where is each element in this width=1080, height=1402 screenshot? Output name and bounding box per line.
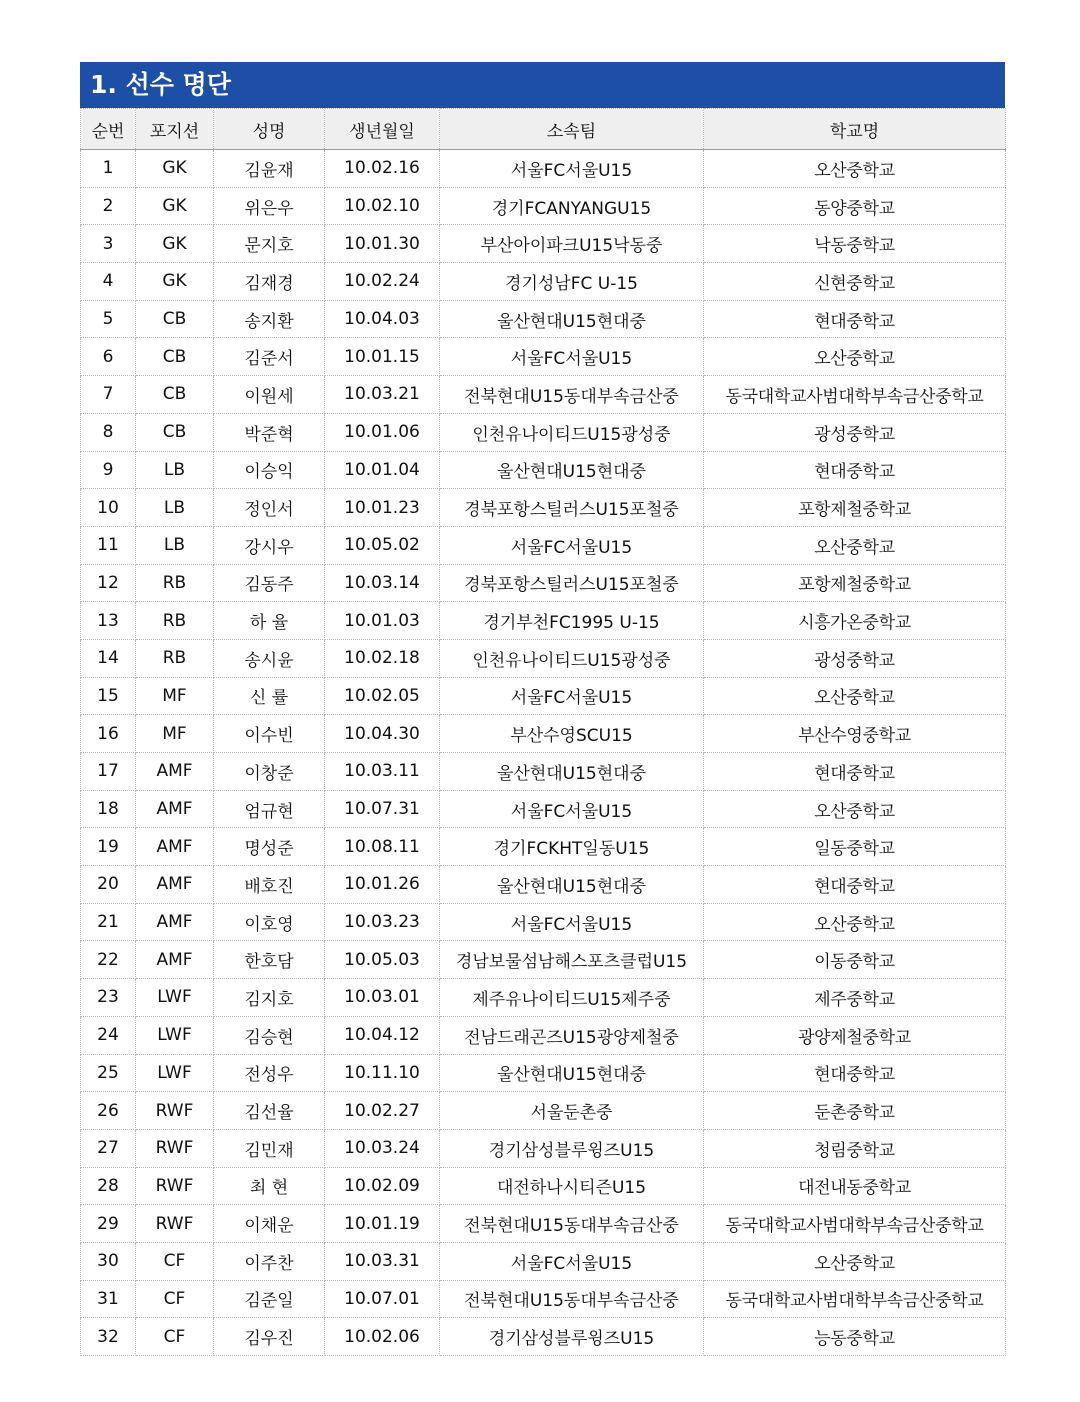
cell-team: 대전하나시티즌U15 bbox=[440, 1167, 704, 1205]
cell-school: 광양제철중학교 bbox=[704, 1016, 1006, 1054]
cell-team: 경기삼성블루윙즈U15 bbox=[440, 1129, 704, 1167]
cell-team: 울산현대U15현대중 bbox=[440, 753, 704, 791]
section-title: 1. 선수 명단 bbox=[80, 62, 1005, 108]
cell-name: 하 율 bbox=[214, 602, 325, 640]
cell-name: 김윤재 bbox=[214, 150, 325, 188]
cell-position: GK bbox=[136, 225, 214, 263]
cell-team: 서울FC서울U15 bbox=[440, 150, 704, 188]
cell-school: 광성중학교 bbox=[704, 413, 1006, 451]
cell-position: RWF bbox=[136, 1205, 214, 1243]
cell-birthdate: 10.01.19 bbox=[325, 1205, 440, 1243]
header-team: 소속팀 bbox=[440, 109, 704, 150]
table-row bbox=[81, 1167, 1006, 1205]
cell-number: 7 bbox=[81, 376, 136, 414]
cell-position: LWF bbox=[136, 979, 214, 1017]
cell-school: 능동중학교 bbox=[704, 1318, 1006, 1356]
cell-position: LWF bbox=[136, 1016, 214, 1054]
cell-birthdate: 10.02.09 bbox=[325, 1167, 440, 1205]
table-row bbox=[81, 790, 1006, 828]
cell-school: 청림중학교 bbox=[704, 1129, 1006, 1167]
cell-team: 전남드래곤즈U15광양제철중 bbox=[440, 1016, 704, 1054]
table-row bbox=[81, 413, 1006, 451]
cell-birthdate: 10.03.01 bbox=[325, 979, 440, 1017]
cell-number: 12 bbox=[81, 564, 136, 602]
cell-name: 김지호 bbox=[214, 979, 325, 1017]
table-row bbox=[81, 1129, 1006, 1167]
cell-number: 9 bbox=[81, 451, 136, 489]
cell-name: 위은우 bbox=[214, 187, 325, 225]
cell-name: 정인서 bbox=[214, 489, 325, 527]
cell-position: LB bbox=[136, 451, 214, 489]
table-row bbox=[81, 1054, 1006, 1092]
cell-number: 22 bbox=[81, 941, 136, 979]
cell-team: 서울둔촌중 bbox=[440, 1092, 704, 1130]
cell-name: 송시윤 bbox=[214, 639, 325, 677]
cell-school: 현대중학교 bbox=[704, 753, 1006, 791]
cell-name: 이수빈 bbox=[214, 715, 325, 753]
cell-school: 오산중학교 bbox=[704, 903, 1006, 941]
cell-birthdate: 10.01.06 bbox=[325, 413, 440, 451]
cell-school: 동국대학교사범대학부속금산중학교 bbox=[704, 1205, 1006, 1243]
cell-number: 31 bbox=[81, 1280, 136, 1318]
table-row bbox=[81, 715, 1006, 753]
header-number: 순번 bbox=[81, 109, 136, 150]
cell-team: 울산현대U15현대중 bbox=[440, 1054, 704, 1092]
cell-position: RB bbox=[136, 639, 214, 677]
cell-position: CF bbox=[136, 1242, 214, 1280]
cell-team: 인천유나이티드U15광성중 bbox=[440, 639, 704, 677]
cell-birthdate: 10.02.27 bbox=[325, 1092, 440, 1130]
cell-name: 문지호 bbox=[214, 225, 325, 263]
cell-birthdate: 10.07.01 bbox=[325, 1280, 440, 1318]
cell-school: 둔촌중학교 bbox=[704, 1092, 1006, 1130]
cell-name: 신 률 bbox=[214, 677, 325, 715]
cell-team: 서울FC서울U15 bbox=[440, 790, 704, 828]
cell-team: 전북현대U15동대부속금산중 bbox=[440, 1280, 704, 1318]
cell-birthdate: 10.03.11 bbox=[325, 753, 440, 791]
cell-name: 엄규현 bbox=[214, 790, 325, 828]
player-roster-table bbox=[80, 108, 1006, 1356]
cell-name: 김우진 bbox=[214, 1318, 325, 1356]
header-position: 포지션 bbox=[136, 109, 214, 150]
cell-name: 김선율 bbox=[214, 1092, 325, 1130]
cell-birthdate: 10.04.30 bbox=[325, 715, 440, 753]
cell-position: LB bbox=[136, 526, 214, 564]
cell-school: 이동중학교 bbox=[704, 941, 1006, 979]
cell-birthdate: 10.07.31 bbox=[325, 790, 440, 828]
cell-school: 오산중학교 bbox=[704, 150, 1006, 188]
cell-position: CB bbox=[136, 300, 214, 338]
cell-number: 20 bbox=[81, 866, 136, 904]
cell-birthdate: 10.02.24 bbox=[325, 263, 440, 301]
cell-position: AMF bbox=[136, 790, 214, 828]
cell-number: 8 bbox=[81, 413, 136, 451]
cell-birthdate: 10.03.31 bbox=[325, 1242, 440, 1280]
cell-team: 경기삼성블루윙즈U15 bbox=[440, 1318, 704, 1356]
cell-name: 최 현 bbox=[214, 1167, 325, 1205]
cell-birthdate: 10.04.12 bbox=[325, 1016, 440, 1054]
cell-school: 부산수영중학교 bbox=[704, 715, 1006, 753]
cell-school: 동국대학교사범대학부속금산중학교 bbox=[704, 1280, 1006, 1318]
cell-school: 오산중학교 bbox=[704, 1242, 1006, 1280]
cell-birthdate: 10.01.15 bbox=[325, 338, 440, 376]
cell-name: 김준서 bbox=[214, 338, 325, 376]
cell-birthdate: 10.01.23 bbox=[325, 489, 440, 527]
table-row bbox=[81, 489, 1006, 527]
table-row bbox=[81, 376, 1006, 414]
cell-team: 전북현대U15동대부속금산중 bbox=[440, 376, 704, 414]
cell-position: LWF bbox=[136, 1054, 214, 1092]
cell-birthdate: 10.05.02 bbox=[325, 526, 440, 564]
cell-number: 10 bbox=[81, 489, 136, 527]
table-row bbox=[81, 979, 1006, 1017]
cell-number: 17 bbox=[81, 753, 136, 791]
table-row bbox=[81, 677, 1006, 715]
cell-number: 32 bbox=[81, 1318, 136, 1356]
cell-school: 신현중학교 bbox=[704, 263, 1006, 301]
cell-team: 부산아이파크U15낙동중 bbox=[440, 225, 704, 263]
cell-birthdate: 10.03.24 bbox=[325, 1129, 440, 1167]
cell-name: 김민재 bbox=[214, 1129, 325, 1167]
table-row bbox=[81, 564, 1006, 602]
cell-team: 서울FC서울U15 bbox=[440, 903, 704, 941]
table-header-row bbox=[81, 109, 1006, 150]
cell-name: 이채운 bbox=[214, 1205, 325, 1243]
cell-number: 1 bbox=[81, 150, 136, 188]
cell-position: GK bbox=[136, 263, 214, 301]
table-row bbox=[81, 941, 1006, 979]
cell-team: 경북포항스틸러스U15포철중 bbox=[440, 564, 704, 602]
cell-number: 24 bbox=[81, 1016, 136, 1054]
cell-school: 오산중학교 bbox=[704, 790, 1006, 828]
cell-school: 제주중학교 bbox=[704, 979, 1006, 1017]
cell-position: GK bbox=[136, 187, 214, 225]
cell-team: 인천유나이티드U15광성중 bbox=[440, 413, 704, 451]
cell-position: RWF bbox=[136, 1092, 214, 1130]
cell-position: AMF bbox=[136, 941, 214, 979]
cell-team: 부산수영SCU15 bbox=[440, 715, 704, 753]
cell-school: 오산중학교 bbox=[704, 338, 1006, 376]
cell-birthdate: 10.02.10 bbox=[325, 187, 440, 225]
cell-position: AMF bbox=[136, 828, 214, 866]
cell-birthdate: 10.04.03 bbox=[325, 300, 440, 338]
cell-number: 28 bbox=[81, 1167, 136, 1205]
cell-position: MF bbox=[136, 715, 214, 753]
table-row bbox=[81, 639, 1006, 677]
table-row bbox=[81, 1318, 1006, 1356]
cell-school: 포항제철중학교 bbox=[704, 489, 1006, 527]
cell-name: 김준일 bbox=[214, 1280, 325, 1318]
cell-birthdate: 10.03.14 bbox=[325, 564, 440, 602]
cell-team: 서울FC서울U15 bbox=[440, 677, 704, 715]
cell-school: 현대중학교 bbox=[704, 451, 1006, 489]
table-row bbox=[81, 753, 1006, 791]
cell-number: 11 bbox=[81, 526, 136, 564]
cell-name: 이승익 bbox=[214, 451, 325, 489]
table-body bbox=[81, 150, 1006, 1356]
cell-name: 이주찬 bbox=[214, 1242, 325, 1280]
cell-number: 30 bbox=[81, 1242, 136, 1280]
cell-position: RB bbox=[136, 564, 214, 602]
cell-position: RB bbox=[136, 602, 214, 640]
cell-number: 23 bbox=[81, 979, 136, 1017]
cell-birthdate: 10.08.11 bbox=[325, 828, 440, 866]
cell-team: 울산현대U15현대중 bbox=[440, 866, 704, 904]
cell-position: CF bbox=[136, 1318, 214, 1356]
cell-birthdate: 10.01.04 bbox=[325, 451, 440, 489]
cell-position: AMF bbox=[136, 753, 214, 791]
cell-number: 16 bbox=[81, 715, 136, 753]
cell-birthdate: 10.02.16 bbox=[325, 150, 440, 188]
cell-birthdate: 10.01.03 bbox=[325, 602, 440, 640]
cell-name: 박준혁 bbox=[214, 413, 325, 451]
cell-team: 경북포항스틸러스U15포철중 bbox=[440, 489, 704, 527]
table-row bbox=[81, 866, 1006, 904]
cell-number: 19 bbox=[81, 828, 136, 866]
cell-name: 배호진 bbox=[214, 866, 325, 904]
cell-birthdate: 10.02.05 bbox=[325, 677, 440, 715]
cell-team: 서울FC서울U15 bbox=[440, 338, 704, 376]
cell-name: 김동주 bbox=[214, 564, 325, 602]
cell-team: 경남보물섬남해스포츠클럽U15 bbox=[440, 941, 704, 979]
cell-position: MF bbox=[136, 677, 214, 715]
cell-team: 경기FCKHT일동U15 bbox=[440, 828, 704, 866]
cell-position: AMF bbox=[136, 903, 214, 941]
header-birthdate: 생년월일 bbox=[325, 109, 440, 150]
cell-school: 일동중학교 bbox=[704, 828, 1006, 866]
cell-name: 김재경 bbox=[214, 263, 325, 301]
cell-team: 경기부천FC1995 U-15 bbox=[440, 602, 704, 640]
table-row bbox=[81, 225, 1006, 263]
cell-name: 이호영 bbox=[214, 903, 325, 941]
cell-position: CB bbox=[136, 413, 214, 451]
table-row bbox=[81, 1092, 1006, 1130]
cell-birthdate: 10.01.30 bbox=[325, 225, 440, 263]
cell-school: 동양중학교 bbox=[704, 187, 1006, 225]
cell-birthdate: 10.03.21 bbox=[325, 376, 440, 414]
cell-team: 서울FC서울U15 bbox=[440, 1242, 704, 1280]
cell-number: 27 bbox=[81, 1129, 136, 1167]
table-row bbox=[81, 828, 1006, 866]
table-row bbox=[81, 903, 1006, 941]
cell-school: 오산중학교 bbox=[704, 526, 1006, 564]
cell-name: 이창준 bbox=[214, 753, 325, 791]
cell-team: 제주유나이티드U15제주중 bbox=[440, 979, 704, 1017]
cell-team: 울산현대U15현대중 bbox=[440, 300, 704, 338]
cell-number: 3 bbox=[81, 225, 136, 263]
cell-position: CF bbox=[136, 1280, 214, 1318]
cell-name: 전성우 bbox=[214, 1054, 325, 1092]
cell-birthdate: 10.11.10 bbox=[325, 1054, 440, 1092]
cell-team: 경기성남FC U-15 bbox=[440, 263, 704, 301]
cell-number: 18 bbox=[81, 790, 136, 828]
cell-number: 4 bbox=[81, 263, 136, 301]
cell-school: 대전내동중학교 bbox=[704, 1167, 1006, 1205]
table-row bbox=[81, 338, 1006, 376]
table-row bbox=[81, 602, 1006, 640]
cell-number: 21 bbox=[81, 903, 136, 941]
cell-number: 25 bbox=[81, 1054, 136, 1092]
cell-number: 5 bbox=[81, 300, 136, 338]
table-row bbox=[81, 451, 1006, 489]
table-row bbox=[81, 187, 1006, 225]
cell-number: 6 bbox=[81, 338, 136, 376]
table-row bbox=[81, 526, 1006, 564]
table-row bbox=[81, 1280, 1006, 1318]
cell-name: 명성준 bbox=[214, 828, 325, 866]
cell-team: 울산현대U15현대중 bbox=[440, 451, 704, 489]
cell-position: RWF bbox=[136, 1167, 214, 1205]
cell-school: 동국대학교사범대학부속금산중학교 bbox=[704, 376, 1006, 414]
cell-school: 오산중학교 bbox=[704, 677, 1006, 715]
cell-birthdate: 10.02.18 bbox=[325, 639, 440, 677]
cell-birthdate: 10.01.26 bbox=[325, 866, 440, 904]
cell-name: 이원세 bbox=[214, 376, 325, 414]
cell-number: 15 bbox=[81, 677, 136, 715]
table-row bbox=[81, 150, 1006, 188]
cell-school: 현대중학교 bbox=[704, 866, 1006, 904]
cell-position: LB bbox=[136, 489, 214, 527]
cell-school: 낙동중학교 bbox=[704, 225, 1006, 263]
cell-birthdate: 10.05.03 bbox=[325, 941, 440, 979]
cell-school: 현대중학교 bbox=[704, 1054, 1006, 1092]
table-row bbox=[81, 263, 1006, 301]
cell-school: 현대중학교 bbox=[704, 300, 1006, 338]
cell-name: 김승현 bbox=[214, 1016, 325, 1054]
cell-name: 한호담 bbox=[214, 941, 325, 979]
cell-position: CB bbox=[136, 338, 214, 376]
cell-name: 송지환 bbox=[214, 300, 325, 338]
cell-number: 14 bbox=[81, 639, 136, 677]
table-row bbox=[81, 1242, 1006, 1280]
cell-number: 29 bbox=[81, 1205, 136, 1243]
cell-position: CB bbox=[136, 376, 214, 414]
cell-team: 서울FC서울U15 bbox=[440, 526, 704, 564]
table-row bbox=[81, 300, 1006, 338]
cell-school: 시흥가온중학교 bbox=[704, 602, 1006, 640]
player-roster-section bbox=[80, 62, 1005, 1356]
cell-name: 강시우 bbox=[214, 526, 325, 564]
cell-number: 2 bbox=[81, 187, 136, 225]
cell-position: GK bbox=[136, 150, 214, 188]
cell-number: 26 bbox=[81, 1092, 136, 1130]
cell-school: 광성중학교 bbox=[704, 639, 1006, 677]
cell-team: 전북현대U15동대부속금산중 bbox=[440, 1205, 704, 1243]
cell-birthdate: 10.02.06 bbox=[325, 1318, 440, 1356]
cell-school: 포항제철중학교 bbox=[704, 564, 1006, 602]
header-school: 학교명 bbox=[704, 109, 1006, 150]
table-row bbox=[81, 1205, 1006, 1243]
cell-position: AMF bbox=[136, 866, 214, 904]
header-name: 성명 bbox=[214, 109, 325, 150]
table-row bbox=[81, 1016, 1006, 1054]
cell-number: 13 bbox=[81, 602, 136, 640]
cell-birthdate: 10.03.23 bbox=[325, 903, 440, 941]
cell-team: 경기FCANYANGU15 bbox=[440, 187, 704, 225]
cell-position: RWF bbox=[136, 1129, 214, 1167]
